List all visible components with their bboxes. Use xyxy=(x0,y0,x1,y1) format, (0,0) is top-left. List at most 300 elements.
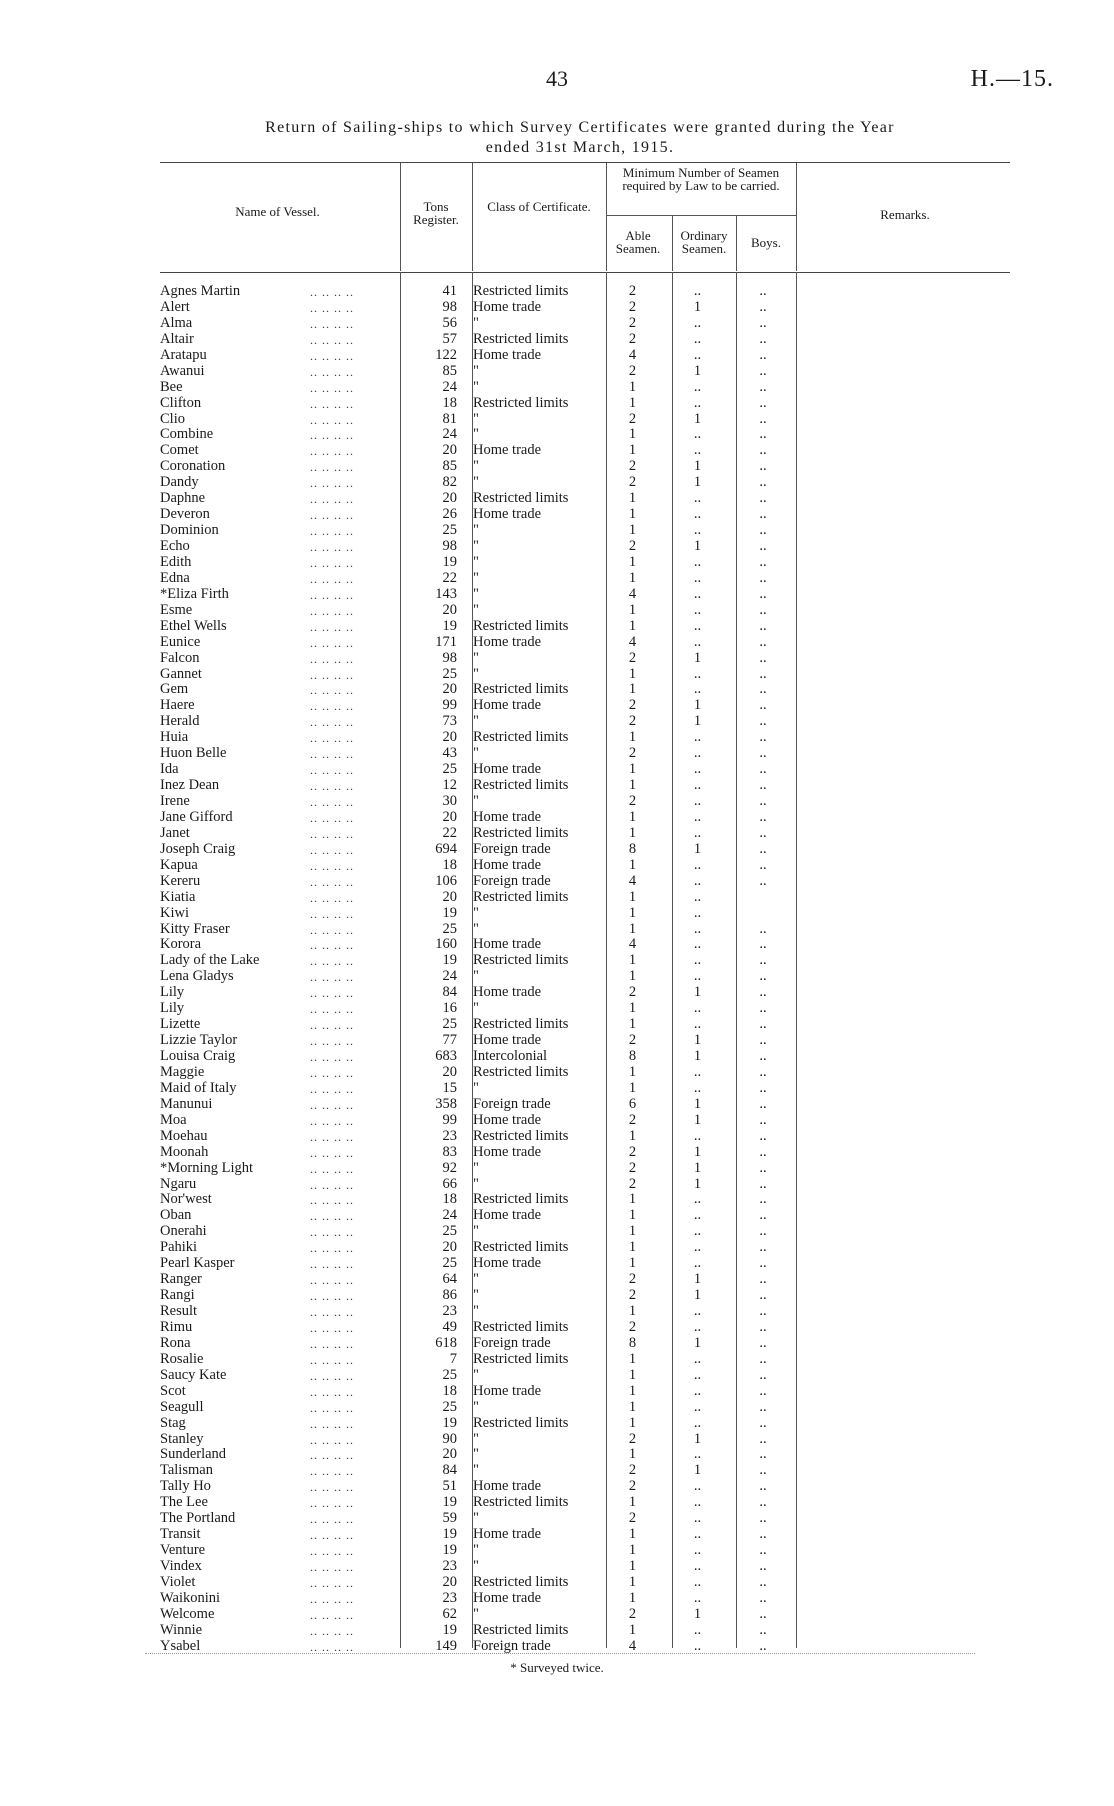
vessel-class: " xyxy=(473,793,479,809)
vessel-boys: .. xyxy=(759,1191,767,1208)
vessel-boys: .. xyxy=(759,346,767,363)
vessel-ordinary-seamen: .. xyxy=(693,936,702,953)
leader-dots: .. .. .. .. xyxy=(310,795,354,809)
header-min-seamen: Minimum Number of Seamen required by Law to be carried. xyxy=(622,165,780,193)
vessel-ordinary-seamen: 1 xyxy=(693,649,702,666)
vessel-boys: .. xyxy=(759,665,767,682)
vessel-tons: 30 xyxy=(442,793,457,809)
table-bottom-rule xyxy=(145,1653,975,1654)
vessel-tons: 20 xyxy=(442,601,457,618)
table-row xyxy=(160,539,1010,555)
vessel-name: Stag xyxy=(160,1415,186,1431)
table-row xyxy=(160,1272,1010,1288)
vessel-ordinary-seamen: 1 xyxy=(693,1159,702,1176)
vessel-name: Aratapu xyxy=(160,347,207,363)
vessel-name: Manunui xyxy=(160,1096,213,1112)
leader-dots: .. .. .. .. xyxy=(310,970,354,985)
vessel-ordinary-seamen: .. xyxy=(693,1494,702,1511)
vessel-tons: 22 xyxy=(442,824,457,841)
vessel-able-seamen: 4 xyxy=(628,585,637,602)
table-row xyxy=(160,874,1010,890)
vessel-ordinary-seamen: .. xyxy=(693,1207,702,1224)
table-row xyxy=(160,969,1010,985)
vessel-tons: 19 xyxy=(442,904,457,921)
vessel-tons: 618 xyxy=(435,1334,457,1351)
table-row xyxy=(160,1400,1010,1416)
vessel-boys: .. xyxy=(759,1016,767,1033)
vessel-boys: .. xyxy=(759,872,767,889)
vessel-able-seamen: 1 xyxy=(628,808,637,825)
table-row xyxy=(160,858,1010,874)
vessel-name: Lizette xyxy=(160,1017,201,1033)
vessel-able-seamen: 1 xyxy=(628,426,637,443)
vessel-ordinary-seamen: .. xyxy=(693,1191,702,1208)
vessel-able-seamen: 1 xyxy=(628,569,637,586)
vessel-boys: .. xyxy=(759,1430,767,1447)
vessel-name: Ethel Wells xyxy=(160,618,227,634)
vessel-able-seamen: 2 xyxy=(628,538,637,554)
table-row xyxy=(160,491,1010,507)
vessel-ordinary-seamen: .. xyxy=(693,888,702,905)
table-row xyxy=(160,412,1010,428)
vessel-able-seamen: 1 xyxy=(628,378,637,395)
body-col-divider xyxy=(796,272,797,1648)
vessel-name: Lena Gladys xyxy=(160,969,234,985)
vessel-boys: .. xyxy=(759,1637,767,1654)
vessel-class: Restricted limits xyxy=(473,729,569,746)
vessel-class: " xyxy=(473,426,479,443)
vessel-tons: 59 xyxy=(442,1510,457,1527)
vessel-class: " xyxy=(473,968,479,985)
leader-dots: .. .. .. .. xyxy=(310,285,354,299)
vessel-tons: 25 xyxy=(442,1223,457,1240)
vessel-name: Falcon xyxy=(160,650,200,666)
vessel-able-seamen: 2 xyxy=(628,713,637,730)
vessel-name: Edna xyxy=(160,570,190,586)
vessel-ordinary-seamen: .. xyxy=(693,920,702,937)
vessel-ordinary-seamen: .. xyxy=(693,506,702,523)
leader-dots: .. .. .. .. xyxy=(310,492,354,507)
table-row xyxy=(160,1495,1010,1511)
vessel-able-seamen: 2 xyxy=(628,984,637,1001)
vessel-tons: 24 xyxy=(442,1207,457,1224)
vessel-ordinary-seamen: .. xyxy=(693,1366,702,1383)
vessel-able-seamen: 2 xyxy=(628,314,637,331)
vessel-tons: 19 xyxy=(442,1494,457,1511)
vessel-tons: 20 xyxy=(442,729,457,746)
vessel-class: " xyxy=(473,1303,479,1319)
vessel-class: " xyxy=(473,569,479,586)
vessel-name: Joseph Craig xyxy=(160,841,236,857)
vessel-name: Awanui xyxy=(160,363,205,379)
vessel-able-seamen: 1 xyxy=(628,968,637,985)
leader-dots: .. .. .. .. xyxy=(310,906,354,921)
vessel-able-seamen: 1 xyxy=(628,1558,637,1574)
vessel-able-seamen: 1 xyxy=(628,1255,637,1272)
vessel-ordinary-seamen: .. xyxy=(693,569,702,586)
vessel-able-seamen: 2 xyxy=(628,1175,637,1192)
vessel-ordinary-seamen: .. xyxy=(693,729,702,746)
vessel-tons: 122 xyxy=(435,346,457,363)
vessel-class: Home trade xyxy=(473,1143,542,1160)
vessel-able-seamen: 6 xyxy=(628,1095,637,1112)
vessel-able-seamen: 8 xyxy=(628,1048,637,1064)
table-row xyxy=(160,1113,1010,1129)
table-row xyxy=(160,1479,1010,1495)
vessel-name: Stanley xyxy=(160,1431,204,1447)
vessel-boys: .. xyxy=(759,840,767,857)
vessel-name: Pearl Kasper xyxy=(160,1256,235,1272)
table-row xyxy=(160,443,1010,459)
table-row xyxy=(160,1432,1010,1448)
vessel-able-seamen: 1 xyxy=(628,1621,637,1638)
leader-dots: .. .. .. .. xyxy=(310,444,354,459)
vessel-class: Restricted limits xyxy=(473,824,569,841)
vessel-ordinary-seamen: .. xyxy=(693,522,702,539)
vessel-able-seamen: 1 xyxy=(628,681,637,698)
vessel-tons: 84 xyxy=(442,984,457,1001)
leader-dots: .. .. .. .. xyxy=(310,874,354,889)
leader-dots: .. .. .. .. xyxy=(310,954,354,969)
vessel-name: *Morning Light xyxy=(160,1160,254,1176)
page-number: 43 xyxy=(546,66,568,91)
leader-dots: .. .. .. .. xyxy=(310,667,354,682)
vessel-ordinary-seamen: .. xyxy=(693,1621,702,1638)
leader-dots: .. .. .. .. xyxy=(310,1225,354,1240)
vessel-able-seamen: 1 xyxy=(628,1382,637,1399)
vessel-name: Eunice xyxy=(160,634,201,650)
vessel-name: Waikonini xyxy=(160,1590,221,1606)
table-row xyxy=(160,1224,1010,1240)
table-row xyxy=(160,1177,1010,1193)
vessel-ordinary-seamen: 1 xyxy=(693,1143,702,1160)
vessel-name: Comet xyxy=(160,443,199,459)
vessel-name: Lily xyxy=(160,985,185,1001)
vessel-tons: 43 xyxy=(442,745,457,762)
vessel-class: " xyxy=(473,1366,479,1383)
vessel-boys: .. xyxy=(759,761,767,778)
vessel-name: The Portland xyxy=(160,1511,236,1527)
table-row xyxy=(160,300,1010,316)
vessel-ordinary-seamen: .. xyxy=(693,1637,702,1654)
vessel-boys: .. xyxy=(759,729,767,746)
leader-dots: .. .. .. .. xyxy=(310,715,354,730)
vessel-tons: 23 xyxy=(442,1558,457,1574)
vessel-class: Foreign trade xyxy=(473,840,551,857)
vessel-ordinary-seamen: .. xyxy=(693,1000,702,1017)
vessel-ordinary-seamen: 1 xyxy=(693,1605,702,1622)
vessel-class: " xyxy=(473,1175,479,1192)
leader-dots: .. .. .. .. xyxy=(310,683,354,698)
vessel-class: Home trade xyxy=(473,1111,542,1128)
leader-dots: .. .. .. .. xyxy=(310,651,354,666)
vessel-able-seamen: 2 xyxy=(628,649,637,666)
leader-dots: .. .. .. .. xyxy=(310,1065,354,1080)
vessel-tons: 25 xyxy=(442,1366,457,1383)
vessel-class: " xyxy=(473,1000,479,1017)
table-row xyxy=(160,1288,1010,1304)
vessel-tons: 49 xyxy=(442,1318,457,1335)
vessel-boys: .. xyxy=(759,936,767,953)
table-row xyxy=(160,1240,1010,1256)
vessel-ordinary-seamen: .. xyxy=(693,1318,702,1335)
table-row xyxy=(160,1145,1010,1161)
leader-dots: .. .. .. .. xyxy=(310,1161,354,1176)
leader-dots: .. .. .. .. xyxy=(310,890,354,905)
vessel-boys: .. xyxy=(759,458,767,475)
table-row xyxy=(160,603,1010,619)
vessel-boys: .. xyxy=(759,1478,767,1495)
vessel-tons: 19 xyxy=(442,617,457,634)
vessel-class: " xyxy=(473,378,479,395)
vessel-ordinary-seamen: .. xyxy=(693,665,702,682)
vessel-name: Sunderland xyxy=(160,1447,227,1463)
vessel-able-seamen: 1 xyxy=(628,553,637,570)
vessel-name: Result xyxy=(160,1304,198,1319)
vessel-able-seamen: 2 xyxy=(628,330,637,347)
vessel-class: " xyxy=(473,1271,479,1288)
vessel-name: Oban xyxy=(160,1208,192,1224)
leader-dots: .. .. .. .. xyxy=(310,1129,354,1144)
vessel-name: Deveron xyxy=(160,507,210,523)
vessel-ordinary-seamen: .. xyxy=(693,1589,702,1606)
vessel-boys: .. xyxy=(759,1032,767,1049)
vessel-tons: 12 xyxy=(442,777,457,794)
vessel-boys: .. xyxy=(759,1159,767,1176)
vessel-able-seamen: 2 xyxy=(628,1430,637,1447)
vessel-boys: .. xyxy=(759,617,767,634)
vessel-ordinary-seamen: 1 xyxy=(693,298,702,315)
vessel-ordinary-seamen: .. xyxy=(693,1239,702,1256)
leader-dots: .. .. .. .. xyxy=(310,1496,354,1511)
header-name: Name of Vessel. xyxy=(235,204,320,219)
table-row xyxy=(160,1065,1010,1081)
vessel-class: Home trade xyxy=(473,633,542,650)
vessel-name: Coronation xyxy=(160,459,226,475)
vessel-name: Violet xyxy=(160,1574,196,1590)
footnote: * Surveyed twice. xyxy=(510,1660,604,1675)
vessel-able-seamen: 2 xyxy=(628,697,637,714)
vessel-able-seamen: 2 xyxy=(628,1111,637,1128)
vessel-tons: 85 xyxy=(442,458,457,475)
header-bottom-rule xyxy=(160,272,1010,273)
vessel-class: Restricted limits xyxy=(473,330,569,347)
vessel-name: Onerahi xyxy=(160,1224,207,1240)
leader-dots: .. .. .. .. xyxy=(310,300,354,315)
vessel-able-seamen: 1 xyxy=(628,1526,637,1543)
vessel-boys: .. xyxy=(759,538,767,554)
vessel-ordinary-seamen: .. xyxy=(693,394,702,411)
vessel-tons: 90 xyxy=(442,1430,457,1447)
table-row xyxy=(160,459,1010,475)
vessel-tons: 20 xyxy=(442,490,457,507)
table-row xyxy=(160,1607,1010,1623)
vessel-class: Home trade xyxy=(473,1032,542,1049)
vessel-class: Restricted limits xyxy=(473,1016,569,1033)
leader-dots: .. .. .. .. xyxy=(310,1320,354,1335)
vessel-name: Echo xyxy=(160,539,190,554)
table-row xyxy=(160,316,1010,332)
table-row xyxy=(160,523,1010,539)
vessel-class: Foreign trade xyxy=(473,872,551,889)
leader-dots: .. .. .. .. xyxy=(310,1050,354,1064)
vessel-ordinary-seamen: 1 xyxy=(693,697,702,714)
vessel-boys: .. xyxy=(759,681,767,698)
vessel-boys: .. xyxy=(759,968,767,985)
table-row xyxy=(160,348,1010,364)
table-row xyxy=(160,1527,1010,1543)
leader-dots: .. .. .. .. xyxy=(310,763,354,778)
leader-dots: .. .. .. .. xyxy=(310,1289,354,1304)
vessel-boys: .. xyxy=(759,984,767,1001)
table-row xyxy=(160,364,1010,380)
vessel-name: Kitty Fraser xyxy=(160,921,230,937)
vessel-tons: 18 xyxy=(442,856,457,873)
vessel-able-seamen: 2 xyxy=(628,1605,637,1622)
vessel-boys: .. xyxy=(759,1271,767,1288)
vessel-boys: .. xyxy=(759,1334,767,1351)
vessel-tons: 25 xyxy=(442,665,457,682)
vessel-ordinary-seamen: 1 xyxy=(693,1462,702,1479)
vessel-name: Alert xyxy=(160,299,190,315)
vessel-boys: .. xyxy=(759,745,767,762)
vessel-name: Ranger xyxy=(160,1272,202,1288)
vessel-ordinary-seamen: 1 xyxy=(693,458,702,475)
table-row xyxy=(160,698,1010,714)
vessel-able-seamen: 1 xyxy=(628,1191,637,1208)
vessel-class: Restricted limits xyxy=(473,681,569,698)
vessel-name: Huon Belle xyxy=(160,746,227,762)
vessel-able-seamen: 1 xyxy=(628,824,637,841)
leader-dots: .. .. .. .. xyxy=(310,938,354,953)
vessel-ordinary-seamen: .. xyxy=(693,824,702,841)
leader-dots: .. .. .. .. xyxy=(310,460,354,475)
vessel-able-seamen: 2 xyxy=(628,362,637,379)
leader-dots: .. .. .. .. xyxy=(310,524,354,539)
table-row xyxy=(160,1511,1010,1527)
vessel-ordinary-seamen: 1 xyxy=(693,1032,702,1049)
vessel-able-seamen: 2 xyxy=(628,458,637,475)
title-line-1: Return of Sailing-ships to which Survey Certificates were granted during the Year xyxy=(265,119,895,136)
vessel-ordinary-seamen: .. xyxy=(693,968,702,985)
leader-dots: .. .. .. .. xyxy=(310,1368,354,1383)
vessel-ordinary-seamen: .. xyxy=(693,745,702,762)
vessel-boys: .. xyxy=(759,1398,767,1415)
vessel-boys: .. xyxy=(759,920,767,937)
vessel-boys: .. xyxy=(759,1605,767,1622)
vessel-ordinary-seamen: .. xyxy=(693,761,702,778)
vessel-tons: 82 xyxy=(442,474,457,491)
header-boys: Boys. xyxy=(751,235,781,250)
vessel-class: Restricted limits xyxy=(473,1414,569,1431)
vessel-class: Restricted limits xyxy=(473,1127,569,1144)
vessel-tons: 66 xyxy=(442,1175,457,1192)
table-row xyxy=(160,1575,1010,1591)
vessel-ordinary-seamen: .. xyxy=(693,681,702,698)
vessel-ordinary-seamen: .. xyxy=(693,1303,702,1319)
vessel-able-seamen: 2 xyxy=(628,745,637,762)
vessel-tons: 24 xyxy=(442,426,457,443)
vessel-name: Dominion xyxy=(160,523,219,539)
vessel-class: Restricted limits xyxy=(473,1318,569,1335)
vessel-name: Venture xyxy=(160,1543,206,1559)
vessel-able-seamen: 2 xyxy=(628,1032,637,1049)
vessel-ordinary-seamen: .. xyxy=(693,442,702,459)
vessel-able-seamen: 1 xyxy=(628,617,637,634)
vessel-able-seamen: 1 xyxy=(628,490,637,507)
header-able: Able Seamen. xyxy=(615,228,661,256)
leader-dots: .. .. .. .. xyxy=(310,1544,354,1559)
vessel-boys: .. xyxy=(759,1542,767,1559)
vessel-boys: .. xyxy=(759,649,767,666)
table-row xyxy=(160,1161,1010,1177)
vessel-ordinary-seamen: .. xyxy=(693,1063,702,1080)
vessel-name: Alma xyxy=(160,315,193,331)
leader-dots: .. .. .. .. xyxy=(310,842,354,857)
vessel-able-seamen: 1 xyxy=(628,442,637,459)
vessel-tons: 25 xyxy=(442,920,457,937)
vessel-class: " xyxy=(473,410,479,427)
vessel-tons: 20 xyxy=(442,681,457,698)
vessel-tons: 64 xyxy=(442,1271,457,1288)
vessel-name: Moonah xyxy=(160,1144,209,1160)
vessel-boys: .. xyxy=(759,1573,767,1590)
vessel-boys: .. xyxy=(759,952,767,969)
vessel-ordinary-seamen: .. xyxy=(693,633,702,650)
vessel-class: Home trade xyxy=(473,936,542,953)
vessel-name: Kereru xyxy=(160,873,201,889)
leader-dots: .. .. .. .. xyxy=(310,779,354,794)
vessel-class: Home trade xyxy=(473,298,542,315)
vessel-ordinary-seamen: .. xyxy=(693,1510,702,1527)
leader-dots: .. .. .. .. xyxy=(310,922,354,937)
table-row xyxy=(160,810,1010,826)
vessel-name: Rangi xyxy=(160,1288,195,1304)
vessel-able-seamen: 2 xyxy=(628,298,637,315)
vessel-able-seamen: 1 xyxy=(628,1207,637,1224)
table-row xyxy=(160,794,1010,810)
table-row xyxy=(160,985,1010,1001)
vessel-tons: 25 xyxy=(442,1016,457,1033)
leader-dots: .. .. .. .. xyxy=(310,508,354,523)
vessel-tons: 18 xyxy=(442,1382,457,1399)
vessel-name: Lizzie Taylor xyxy=(160,1033,238,1049)
leader-dots: .. .. .. .. xyxy=(310,1081,354,1096)
vessel-name: *Eliza Firth xyxy=(160,586,229,602)
table-row xyxy=(160,427,1010,443)
vessel-able-seamen: 1 xyxy=(628,1398,637,1415)
vessel-tons: 143 xyxy=(435,585,457,602)
vessel-boys: .. xyxy=(759,394,767,411)
vessel-class: Restricted limits xyxy=(473,1191,569,1208)
vessel-boys: .. xyxy=(759,1079,767,1096)
vessel-name: Agnes Martin xyxy=(160,284,241,299)
table-row xyxy=(160,1017,1010,1033)
vessel-boys: .. xyxy=(759,362,767,379)
vessel-tons: 98 xyxy=(442,538,457,554)
vessel-tons: 25 xyxy=(442,761,457,778)
vessel-name: Maid of Italy xyxy=(160,1080,237,1096)
vessel-class: Restricted limits xyxy=(473,617,569,634)
leader-dots: .. .. .. .. xyxy=(310,380,354,395)
vessel-name: Louisa Craig xyxy=(160,1049,236,1064)
table-row xyxy=(160,587,1010,603)
vessel-class: Restricted limits xyxy=(473,777,569,794)
leader-dots: .. .. .. .. xyxy=(310,332,354,347)
table-row xyxy=(160,1320,1010,1336)
vessel-boys: .. xyxy=(759,1589,767,1606)
vessel-tons: 23 xyxy=(442,1303,457,1319)
